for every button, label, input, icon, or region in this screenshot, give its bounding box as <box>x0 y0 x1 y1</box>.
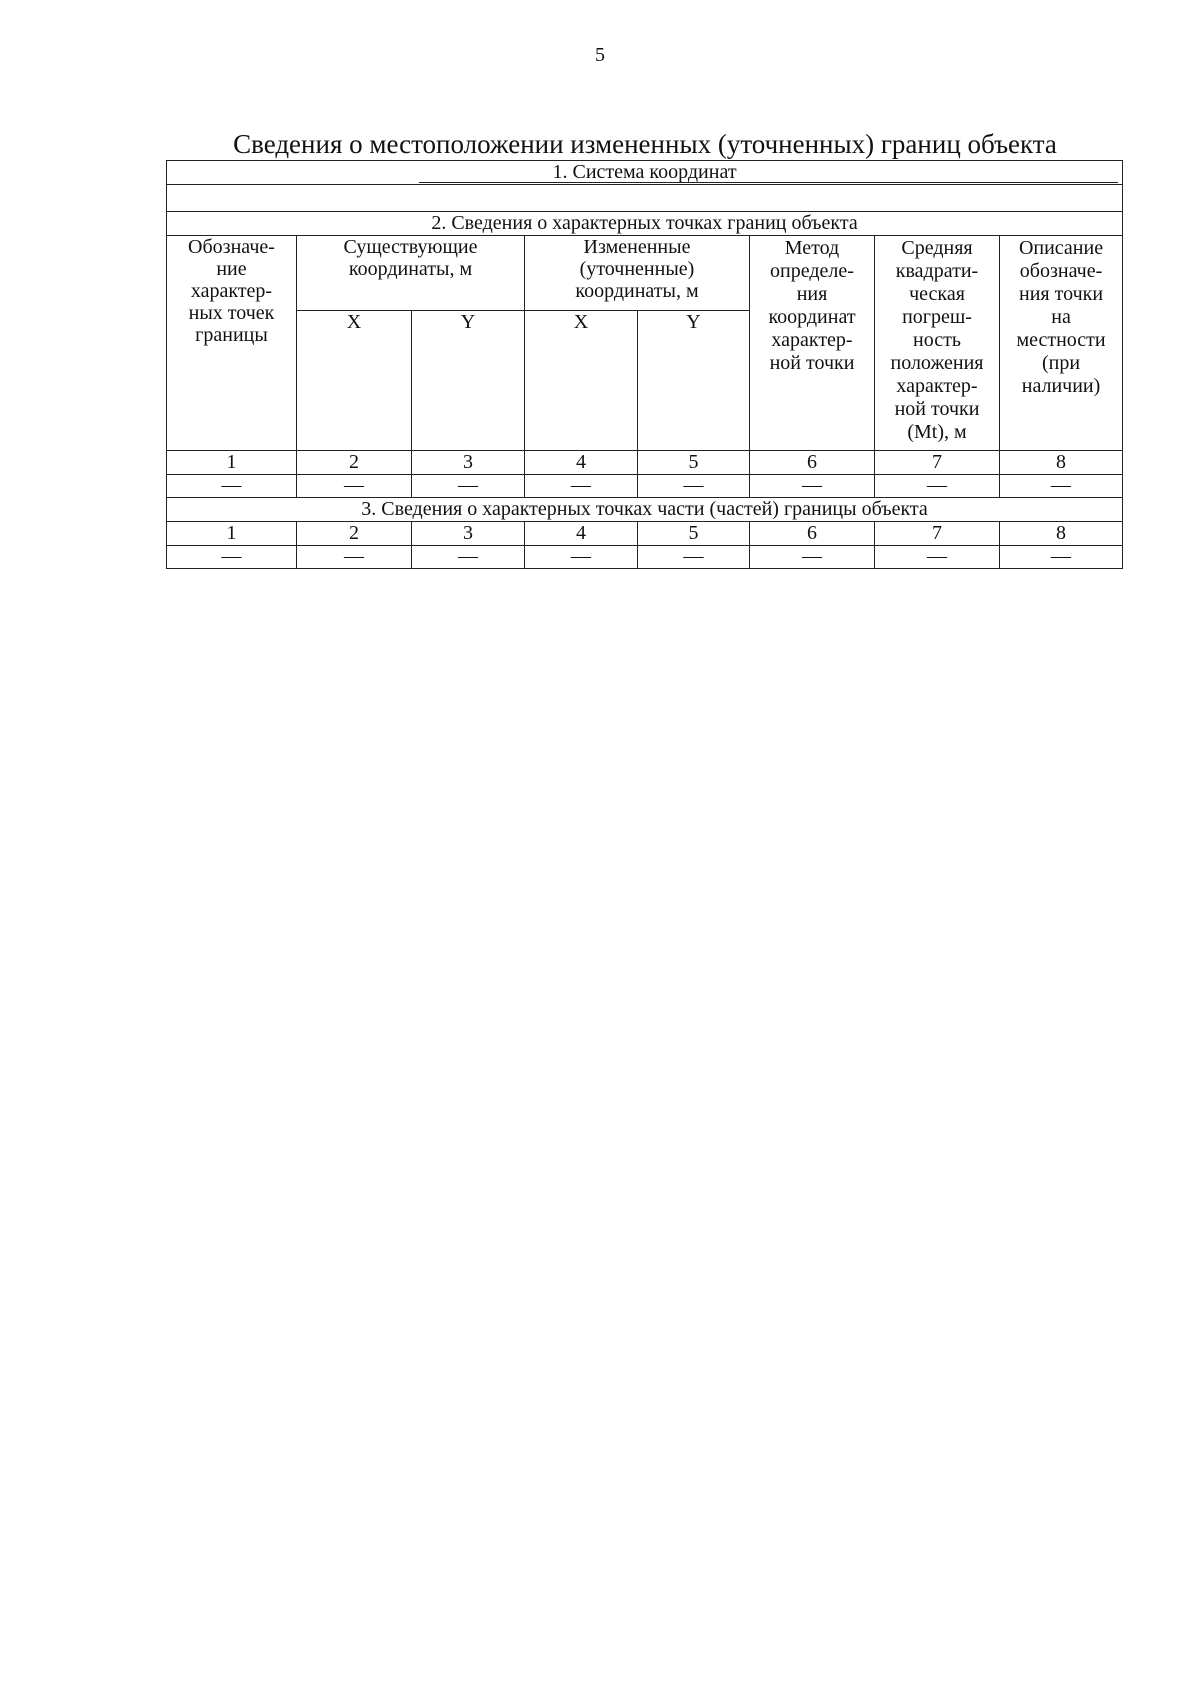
blank-cell <box>167 185 1123 212</box>
header-line: (Mt), м <box>907 421 967 443</box>
header-line: положения <box>890 352 984 374</box>
header-line: координаты, м <box>348 258 473 280</box>
header-point-designation <box>167 236 297 451</box>
header-line: местности <box>1016 329 1106 351</box>
column-number: 5 <box>638 451 750 475</box>
header-line: ной точки <box>769 352 855 374</box>
table-cell: — <box>750 475 875 498</box>
column-number: 4 <box>525 522 638 546</box>
column-number: 2 <box>297 522 412 546</box>
header-line: Измененные <box>583 236 691 258</box>
header-line: наличии) <box>1021 375 1101 397</box>
header-line: ческая <box>909 283 965 305</box>
header-line: (при <box>1041 352 1081 374</box>
column-number: 1 <box>167 451 297 475</box>
header-method <box>750 236 875 451</box>
header-line: определе- <box>770 260 854 282</box>
section-1-blank-row <box>167 185 1123 212</box>
header-existing-y: Y <box>412 311 525 451</box>
coordinate-system-underline <box>419 182 1118 183</box>
table-cell: — <box>1000 475 1123 498</box>
section-3-column-numbers <box>167 522 1123 546</box>
header-line: ность <box>913 329 961 351</box>
table-cell: — <box>167 546 297 569</box>
section-2-header-row <box>167 236 1123 311</box>
header-line: характер- <box>771 329 853 351</box>
header-line: Существующие <box>343 236 478 258</box>
section-1-row <box>167 161 1123 185</box>
table-cell: — <box>297 546 412 569</box>
table-cell: — <box>1000 546 1123 569</box>
header-changed-x: X <box>525 311 638 451</box>
header-point-description <box>1000 236 1123 451</box>
header-line: ния <box>796 283 828 305</box>
section-2-column-numbers <box>167 451 1123 475</box>
table-cell: — <box>875 475 1000 498</box>
table-cell: — <box>412 546 525 569</box>
table-row <box>167 546 1123 569</box>
table-cell: — <box>297 475 412 498</box>
header-line: координаты, м <box>575 280 699 302</box>
header-line: характер- <box>190 280 273 302</box>
header-changed-y: Y <box>638 311 750 451</box>
header-existing-x: X <box>297 311 412 451</box>
header-line: координат <box>768 306 856 328</box>
section-3-heading-row <box>167 498 1123 522</box>
section-2-heading-row <box>167 212 1123 236</box>
table-cell: — <box>638 475 750 498</box>
column-number: 6 <box>750 522 875 546</box>
header-line: квадрати- <box>895 260 979 282</box>
header-line: Средняя <box>901 237 973 259</box>
header-mean-square-error <box>875 236 1000 451</box>
column-number: 3 <box>412 522 525 546</box>
boundary-info-table <box>166 160 1123 569</box>
column-number: 1 <box>167 522 297 546</box>
header-changed-coordinates <box>525 236 750 311</box>
header-line: на <box>1051 306 1071 328</box>
document-title: Сведения о местоположении измененных (уточненных) границ объекта <box>233 129 1057 159</box>
table-cell: — <box>167 475 297 498</box>
section-2-heading: 2. Сведения о характерных точках границ объекта <box>167 212 1123 236</box>
column-number: 7 <box>875 522 1000 546</box>
header-line: (уточненные) <box>579 258 695 280</box>
table-cell: — <box>525 475 638 498</box>
section-3-heading: 3. Сведения о характерных точках части (частей) границы объекта <box>167 498 1123 522</box>
column-number: 4 <box>525 451 638 475</box>
column-number: 8 <box>1000 451 1123 475</box>
header-line: Метод <box>784 237 840 259</box>
column-number: 3 <box>412 451 525 475</box>
column-number: 8 <box>1000 522 1123 546</box>
table-cell: — <box>638 546 750 569</box>
page-number: 5 <box>595 44 605 66</box>
header-line: ние <box>216 258 247 280</box>
table-cell: — <box>750 546 875 569</box>
header-line: Обозначе- <box>188 236 275 258</box>
header-existing-coordinates <box>297 236 525 311</box>
header-line: ния точки <box>1019 283 1104 305</box>
header-line: ной точки <box>894 398 980 420</box>
table-cell: — <box>875 546 1000 569</box>
header-line: обозначе- <box>1019 260 1103 282</box>
column-number: 7 <box>875 451 1000 475</box>
column-number: 2 <box>297 451 412 475</box>
column-number: 5 <box>638 522 750 546</box>
coordinate-system-label: 1. Система координат <box>552 161 737 183</box>
table-cell: — <box>525 546 638 569</box>
header-line: характер- <box>896 375 978 397</box>
table-row <box>167 475 1123 498</box>
header-line: ных точек <box>188 302 275 324</box>
coordinate-system-cell <box>167 161 1123 185</box>
column-number: 6 <box>750 451 875 475</box>
header-line: Описание <box>1018 237 1104 259</box>
table-cell: — <box>412 475 525 498</box>
header-line: границы <box>195 324 268 346</box>
header-line: погреш- <box>902 306 972 328</box>
